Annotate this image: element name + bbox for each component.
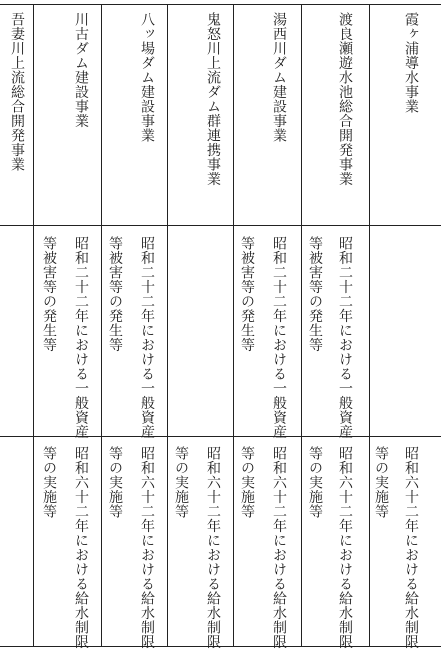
reason-line-2: 等の実施等 xyxy=(107,446,123,519)
column-separator xyxy=(301,4,302,646)
reason-line-2: 等被害等の発生等 xyxy=(239,236,255,352)
column-separator xyxy=(101,4,102,646)
section-divider-1 xyxy=(0,225,441,226)
reason-line-2: 等の実施等 xyxy=(173,446,189,519)
reason-line-1: 昭和二十二年における一般資産 xyxy=(139,236,155,439)
column-separator xyxy=(233,4,234,646)
project-name: 吾妻川上流総合開発事業 xyxy=(9,12,25,172)
reason-line-2: 等被害等の発生等 xyxy=(107,236,123,352)
reason-line-2: 等被害等の発生等 xyxy=(307,236,323,352)
reason-line-2: 等の実施等 xyxy=(239,446,255,519)
column-separator xyxy=(33,4,34,646)
project-name: 八ッ場ダム建設事業 xyxy=(139,12,155,143)
reason-line-1: 昭和六十二年における給水制限 xyxy=(139,446,155,649)
reason-line-1: 昭和六十二年における給水制限 xyxy=(403,446,419,649)
reason-line-2: 等の実施等 xyxy=(307,446,323,519)
column-separator xyxy=(369,4,370,646)
reason-line-1: 昭和六十二年における給水制限 xyxy=(205,446,221,649)
project-name: 湯西川ダム建設事業 xyxy=(271,12,287,143)
column-separator xyxy=(167,4,168,646)
reason-line-2: 等の実施等 xyxy=(373,446,389,519)
project-name: 渡良瀬遊水池総合開発事業 xyxy=(337,12,353,186)
reason-line-1: 昭和六十二年における給水制限 xyxy=(337,446,353,649)
reason-line-1: 昭和二十二年における一般資産 xyxy=(337,236,353,439)
reason-line-2: 等被害等の発生等 xyxy=(41,236,57,352)
reason-line-2: 等の実施等 xyxy=(41,446,57,519)
reason-line-1: 昭和二十二年における一般資産 xyxy=(73,236,89,439)
project-name: 川古ダム建設事業 xyxy=(73,12,89,128)
reason-line-1: 昭和六十二年における給水制限 xyxy=(271,446,287,649)
reason-line-1: 昭和二十二年における一般資産 xyxy=(271,236,287,439)
table-top-rule xyxy=(0,4,441,5)
project-name: 鬼怒川上流ダム群連携事業 xyxy=(205,12,221,186)
project-name: 霞ヶ浦導水事業 xyxy=(403,12,419,114)
reason-line-1: 昭和六十二年における給水制限 xyxy=(73,446,89,649)
section-divider-2 xyxy=(0,436,441,437)
